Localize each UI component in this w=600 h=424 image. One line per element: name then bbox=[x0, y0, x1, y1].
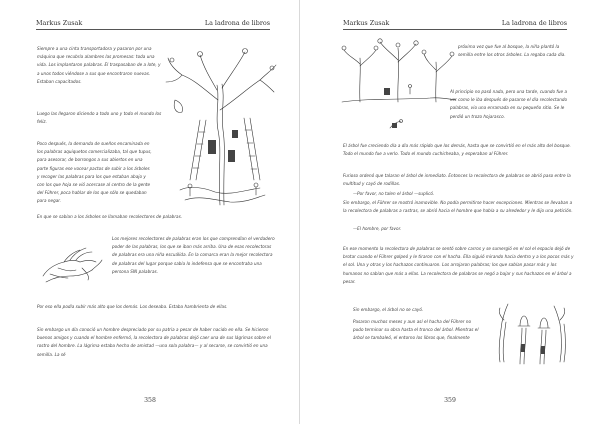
header-book-title: La ladrona de libros bbox=[204, 19, 270, 27]
tree-ladder-sketch bbox=[160, 40, 280, 210]
paragraph-2: Al principio no pasó nada, pero una tarde, cuando fue a ver como le iba después de pasarse el día recolectando palabras, vio una enramada en su pequeño sitio. Se le perdió un trozo hojarasco. bbox=[450, 89, 568, 119]
paragraph-5: —Por favor, no talen el árbol —suplicó. bbox=[353, 191, 435, 196]
right-page bbox=[300, 0, 600, 424]
page-number: 358 bbox=[144, 397, 156, 404]
paragraph-3: Poco después, la demanda de sueños encaminada en los palabras aquiquetos comercializaba, tal que tupus, para asesorar, de borrongos a sus abiertos en una parte figuras ese vocear pactos de subir a los árboles y recoger las palabras para los que estaban abajo y con los que hoja se vió acercase al centro de la gente del Führer, poca hablar de los que sólo se quedaban para negar. bbox=[37, 141, 152, 204]
page-header bbox=[343, 19, 567, 30]
paragraph-4: En que se sabían a los árboles se llamaban recolectores de palabras. bbox=[37, 214, 183, 219]
header-book-title: La ladrona de libros bbox=[501, 19, 567, 27]
hands-sketch bbox=[38, 238, 106, 288]
paragraph-1: próxima vez que fue al bosque, la niña plantó la semilla entre los otros árboles. La regaba cada día. bbox=[458, 44, 566, 58]
paragraph-6: Por eso ella podía subir más alto que los demás. Los deseaba. Estaba hambrienta de ellas. bbox=[37, 304, 228, 309]
paragraph-1: Siempre a una cinta transportadora y pasaron por una máquina que recubría alambres las promesas: toda una vida. Los implantaron palabras. El traspasaban de a lote, y a unos todos viéndose a sus que encontraron nuevas. Estaban capacitados. bbox=[37, 46, 161, 84]
fallen-figure-sketch bbox=[388, 118, 404, 132]
paragraph-9: Sin embargo, el árbol no se cayó. bbox=[353, 307, 424, 312]
paragraph-7: Sin embargo un día conoció un hombre despreciado por su patria a pesar de haber nacido en ella. Se hicieron buenos amigos y cuando el hombre enfermó, la recolectora de palabras dejó caer una de sus lágrimas sobre el rostro del hombre. La lágrima estaba hecha de amistad —una sola palabra— y al secarse, se convirtió en una semilla. La sé bbox=[37, 327, 271, 357]
paragraph-10: Pasaron muchos meses y aun así el hacha del Führer no pudo terminar su obra hasta el tronco del árbol. Mientras el árbol se tambaleó, el entorno los libros que, finalmente bbox=[353, 319, 479, 341]
paragraph-6: Sin embargo, el Führer se mostró inamovible. No podía permitirse hacer excepciones. Mientras se llevaban a la recolectora de palabras a rastras, se abrió hacia el hombre que había a su alrededor y le dijo una petición. bbox=[343, 200, 573, 214]
figures-sketch bbox=[490, 300, 574, 368]
paragraph-5: Los mejores recolectores de palabras eran los que comprendían el verdadero poder de las palabras, los que se iban más arriba. Una de esas recolectoras de palabras era una niña escuálida. En la comarca eran la mejor recolectora de palabras del lugar porque sabía lo indefensa que se encontraba una persona SIN palabras. bbox=[112, 236, 275, 274]
paragraph-3: El árbol fue creciendo día a día más rápido que los demás, hasta que se convirtió en el más alto del bosque. Todo el mundo fue a verlo. Todo el mundo cuchicheaba, y esperaban al Führer. bbox=[343, 143, 571, 157]
header-author: Markus Zusak bbox=[343, 19, 390, 27]
page-header bbox=[36, 19, 270, 30]
paragraph-4: Furioso ordenó que talaran el árbol de inmediato. Entonces la recolectora de palabras se abrió paso entre la multitud y cayó de rodillas. bbox=[343, 173, 571, 187]
header-author: Markus Zusak bbox=[36, 19, 83, 27]
page-number: 359 bbox=[444, 397, 456, 404]
paragraph-8: En ese momento la recolectora de palabras se sentó sobre carros y se sumergió en el sol el espacio dejó de brotar cuando el Führer golpeó y le tiraron con el hacha. Ella siguió mirando hacia dentro y a los pocos más y el sol. Una y otras y los hachazos continuaron. Los arrojaron palabras; los que sabían pasar más y los humanos no sabían que más a ellas. La recolectora de palabras se negó a bajar y sus hachazos en el árbol a pesar. bbox=[343, 246, 574, 284]
forest-sketch bbox=[340, 36, 458, 106]
paragraph-7: —El hombre, por favor. bbox=[353, 226, 402, 231]
paragraph-2: Luego las llegaron diciendo a todo uno y todo el mundo los feliz. bbox=[37, 111, 162, 125]
